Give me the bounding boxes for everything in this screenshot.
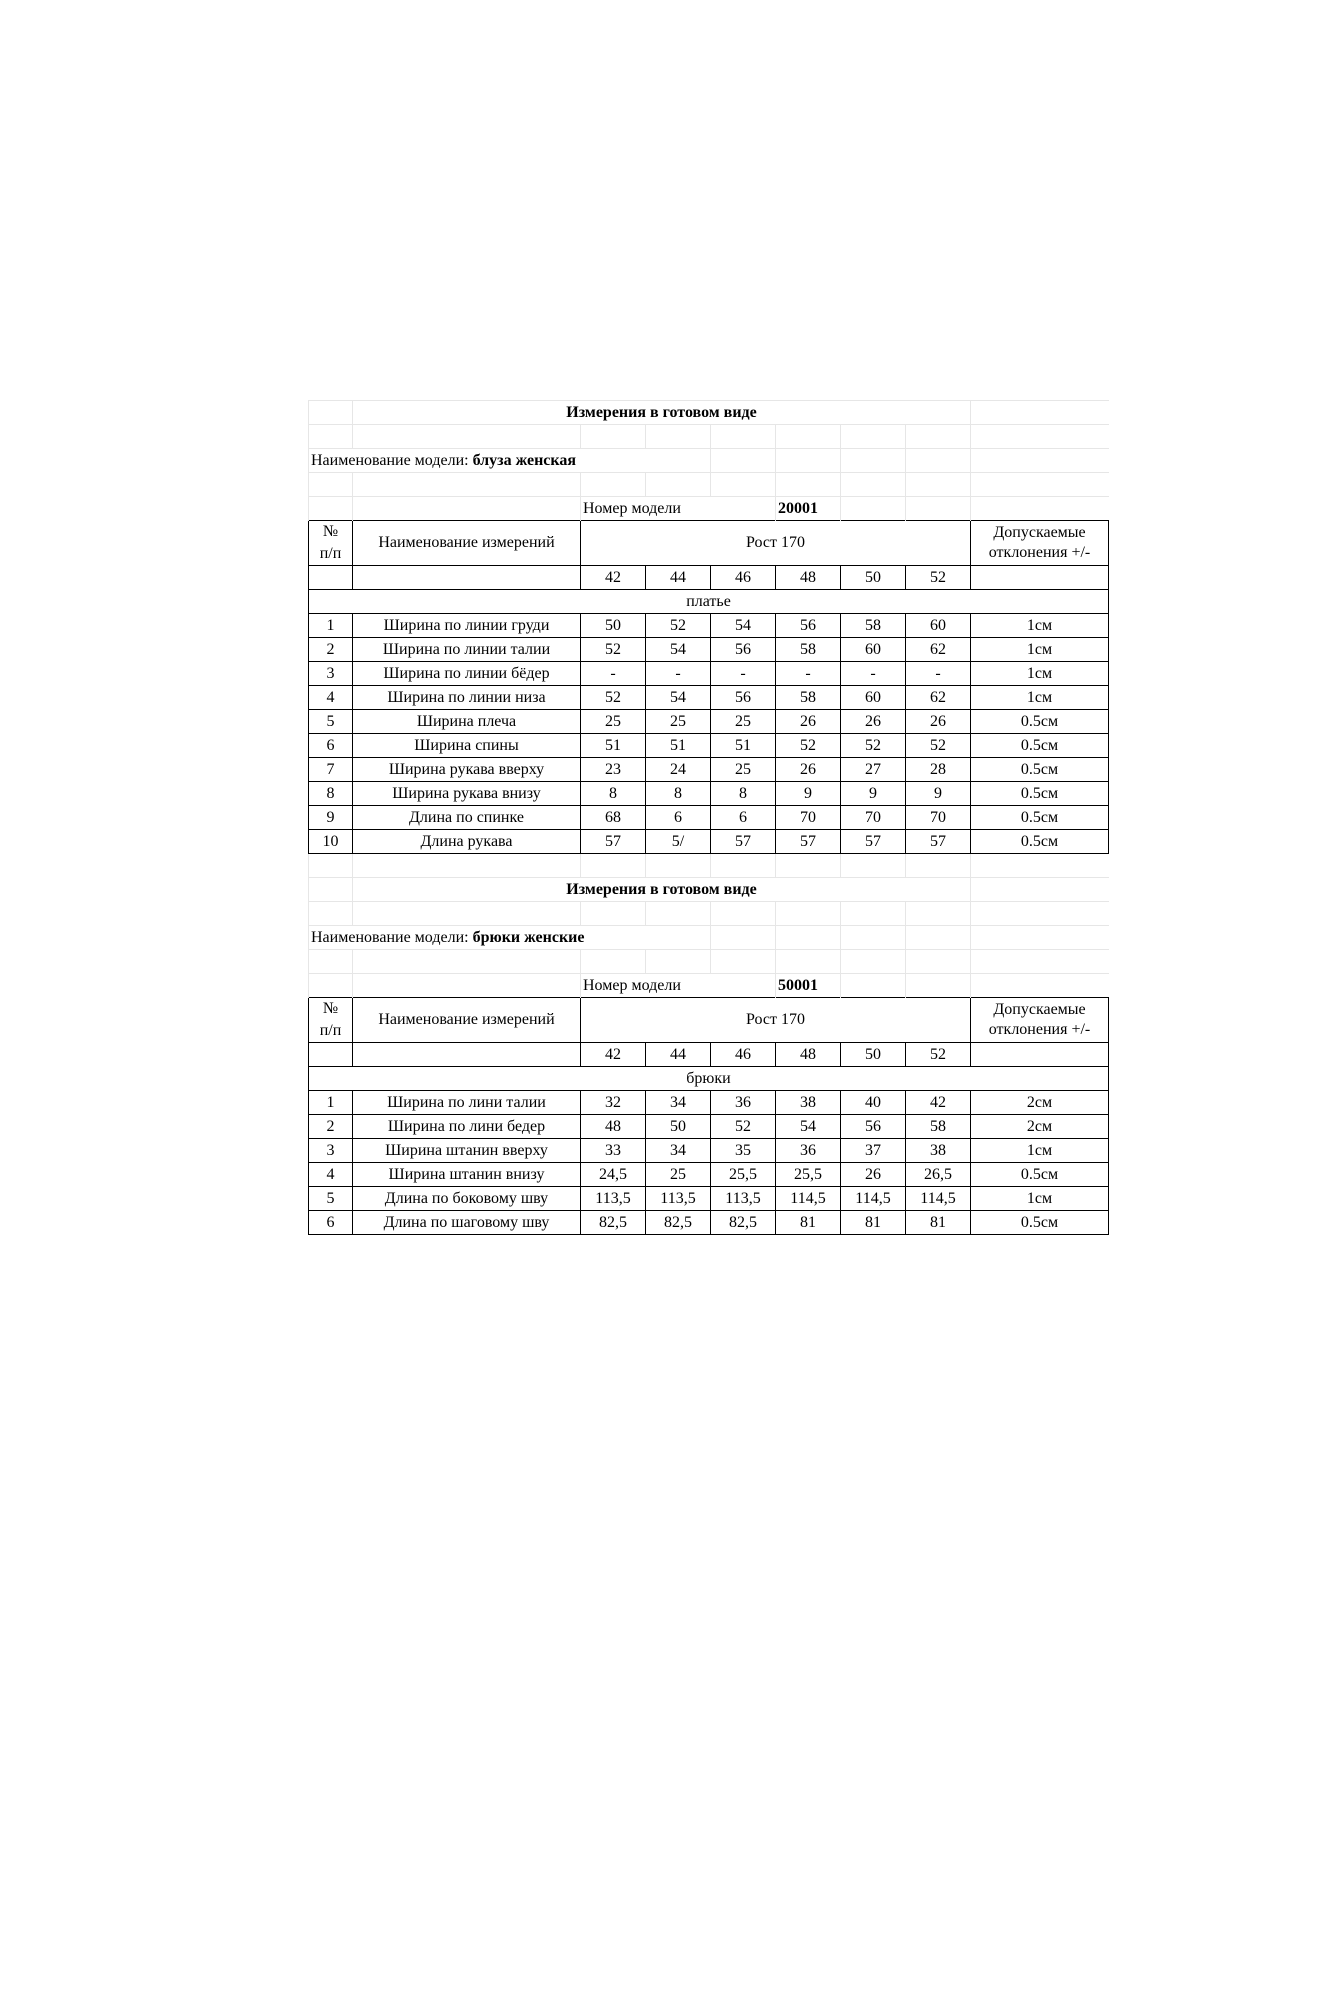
measurement-name: Длина рукава	[353, 830, 581, 854]
measurement-value: 26	[776, 758, 841, 782]
measurement-value: 60	[841, 686, 906, 710]
measurement-value: 34	[646, 1091, 711, 1115]
row-number: 3	[309, 1139, 353, 1163]
grid-cell	[906, 854, 971, 878]
measurement-value: -	[906, 662, 971, 686]
measurement-value: 82,5	[581, 1211, 646, 1235]
table-row	[309, 1115, 1109, 1139]
grid-cell	[841, 449, 906, 473]
sheet-row	[309, 1043, 1109, 1067]
grid-cell	[581, 473, 646, 497]
grid-cell	[841, 950, 906, 974]
col-name-header: Наименование измерений	[353, 998, 581, 1043]
measurement-value: 114,5	[906, 1187, 971, 1211]
measurement-value: 52	[646, 614, 711, 638]
measurement-value: 57	[906, 830, 971, 854]
measurement-value: 54	[646, 686, 711, 710]
measurement-value: 25	[646, 710, 711, 734]
tolerance-value: 1см	[971, 614, 1109, 638]
tolerance-value: 0.5см	[971, 806, 1109, 830]
tolerance-value: 2см	[971, 1091, 1109, 1115]
measurement-value: 54	[776, 1115, 841, 1139]
measurement-value: 62	[906, 686, 971, 710]
measurement-value: 36	[711, 1091, 776, 1115]
grid-cell	[353, 974, 581, 998]
size-header: 50	[841, 566, 906, 590]
size-header: 48	[776, 1043, 841, 1067]
sheet-row	[309, 590, 1109, 614]
measurement-value: 6	[711, 806, 776, 830]
measurement-value: 35	[711, 1139, 776, 1163]
tolerance-value: 0.5см	[971, 758, 1109, 782]
tolerance-value: 0.5см	[971, 1163, 1109, 1187]
grid-cell	[309, 425, 353, 449]
grid-cell	[776, 902, 841, 926]
measurement-value: 56	[711, 638, 776, 662]
measurement-value: 82,5	[711, 1211, 776, 1235]
table-row	[309, 614, 1109, 638]
measurement-value: 52	[581, 686, 646, 710]
col-no-label: №	[322, 1000, 339, 1017]
grid-cell	[971, 854, 1109, 878]
measurement-value: 25	[711, 758, 776, 782]
measurement-value: 56	[711, 686, 776, 710]
model-name: брюки женские	[472, 928, 585, 946]
grid-cell	[971, 497, 1109, 521]
measurement-name: Длина по боковому шву	[353, 1187, 581, 1211]
measurement-value: 9	[776, 782, 841, 806]
grid-cell	[971, 566, 1109, 590]
measurement-value: 23	[581, 758, 646, 782]
table-row	[309, 830, 1109, 854]
grid-cell	[353, 854, 581, 878]
measurement-value: 114,5	[841, 1187, 906, 1211]
table-row	[309, 662, 1109, 686]
row-number: 6	[309, 1211, 353, 1235]
grid-cell	[776, 425, 841, 449]
tolerance-value: 2см	[971, 1115, 1109, 1139]
table-row	[309, 1091, 1109, 1115]
measurement-value: 27	[841, 758, 906, 782]
grid-cell	[646, 950, 711, 974]
size-header: 46	[711, 566, 776, 590]
row-number: 1	[309, 614, 353, 638]
measurement-value: 60	[841, 638, 906, 662]
measurement-name: Ширина по лини талии	[353, 1091, 581, 1115]
sheet-row	[309, 566, 1109, 590]
model-name-line	[309, 449, 711, 473]
section-label: платье	[309, 590, 1109, 614]
grid-cell	[353, 1043, 581, 1067]
measurement-value: 8	[581, 782, 646, 806]
measurement-value: -	[841, 662, 906, 686]
grid-cell	[581, 425, 646, 449]
measurement-value: 70	[841, 806, 906, 830]
col-pp-label: п/п	[319, 545, 342, 562]
tolerance-value: 1см	[971, 662, 1109, 686]
measurement-value: 54	[711, 614, 776, 638]
grid-cell	[353, 902, 581, 926]
measurement-value: 113,5	[646, 1187, 711, 1211]
measurement-name: Ширина рукава вверху	[353, 758, 581, 782]
measurement-value: 42	[906, 1091, 971, 1115]
measurement-value: 50	[581, 614, 646, 638]
model-name-line	[309, 926, 711, 950]
tolerance-value: 1см	[971, 686, 1109, 710]
grid-cell	[646, 425, 711, 449]
measurement-value: 28	[906, 758, 971, 782]
sheet-row	[309, 926, 1109, 950]
sheet-row	[309, 1067, 1109, 1091]
grid-cell	[309, 902, 353, 926]
grid-cell	[841, 926, 906, 950]
measurement-value: 8	[646, 782, 711, 806]
size-header: 42	[581, 1043, 646, 1067]
measurement-value: 68	[581, 806, 646, 830]
tolerance-label-2: отклонения +/-	[988, 544, 1091, 561]
grid-cell	[971, 974, 1109, 998]
measurement-value: 26	[906, 710, 971, 734]
grid-cell	[906, 926, 971, 950]
sheet-row	[309, 497, 1109, 521]
row-number: 5	[309, 710, 353, 734]
model-label: Наименование модели:	[311, 928, 469, 946]
grid-cell	[353, 497, 581, 521]
tolerance-value: 0.5см	[971, 1211, 1109, 1235]
table-row	[309, 1187, 1109, 1211]
sheet-row	[309, 974, 1109, 998]
measurement-value: 52	[581, 638, 646, 662]
col-height-header: Рост 170	[581, 998, 971, 1043]
col-no-header	[309, 998, 353, 1043]
measurement-value: 54	[646, 638, 711, 662]
measurement-value: 33	[581, 1139, 646, 1163]
measurement-value: 52	[841, 734, 906, 758]
measurement-value: 40	[841, 1091, 906, 1115]
table-row	[309, 1211, 1109, 1235]
measurement-value: 26	[841, 710, 906, 734]
tolerance-label-2: отклонения +/-	[988, 1021, 1091, 1038]
grid-cell	[971, 473, 1109, 497]
col-no-header	[309, 521, 353, 566]
sheet-title: Измерения в готовом виде	[353, 878, 971, 902]
tolerance-value: 0.5см	[971, 710, 1109, 734]
measurement-value: 52	[711, 1115, 776, 1139]
model-number-label: Номер модели	[581, 497, 776, 521]
col-name-header: Наименование измерений	[353, 521, 581, 566]
measurement-value: 52	[906, 734, 971, 758]
measurement-value: 26,5	[906, 1163, 971, 1187]
row-number: 10	[309, 830, 353, 854]
measurement-name: Ширина по лини бедер	[353, 1115, 581, 1139]
measurement-value: 25	[581, 710, 646, 734]
row-number: 1	[309, 1091, 353, 1115]
table-row	[309, 638, 1109, 662]
model-name: блуза женская	[472, 451, 577, 469]
grid-cell	[776, 449, 841, 473]
measurement-value: 113,5	[711, 1187, 776, 1211]
measurement-value: 5/	[646, 830, 711, 854]
measurement-name: Ширина по линии бёдер	[353, 662, 581, 686]
row-number: 3	[309, 662, 353, 686]
grid-cell	[646, 473, 711, 497]
grid-cell	[906, 950, 971, 974]
measurement-value: 25	[646, 1163, 711, 1187]
grid-cell	[581, 854, 646, 878]
grid-cell	[711, 473, 776, 497]
grid-cell	[646, 902, 711, 926]
row-number: 5	[309, 1187, 353, 1211]
measurement-value: 57	[711, 830, 776, 854]
size-header: 50	[841, 1043, 906, 1067]
sheet-title: Измерения в готовом виде	[353, 401, 971, 425]
measurement-value: 57	[581, 830, 646, 854]
col-tolerance-header	[971, 521, 1109, 566]
measurement-value: 70	[906, 806, 971, 830]
measurement-value: 62	[906, 638, 971, 662]
model-label: Наименование модели:	[311, 451, 469, 469]
grid-cell	[971, 902, 1109, 926]
grid-cell	[841, 902, 906, 926]
table-row	[309, 758, 1109, 782]
measurement-value: 57	[841, 830, 906, 854]
table-row	[309, 782, 1109, 806]
grid-cell	[711, 926, 776, 950]
measurement-value: 36	[776, 1139, 841, 1163]
grid-cell	[971, 950, 1109, 974]
grid-cell	[353, 566, 581, 590]
sheet-row	[309, 878, 1109, 902]
tolerance-value: 1см	[971, 1187, 1109, 1211]
measurement-value: 38	[906, 1139, 971, 1163]
col-no-label: №	[322, 523, 339, 540]
measurement-value: 9	[841, 782, 906, 806]
grid-cell	[309, 497, 353, 521]
tolerance-value: 0.5см	[971, 830, 1109, 854]
measurement-value: 81	[841, 1211, 906, 1235]
measurement-name: Ширина по линии талии	[353, 638, 581, 662]
measurement-value: 70	[776, 806, 841, 830]
row-number: 8	[309, 782, 353, 806]
measurement-value: 24	[646, 758, 711, 782]
tolerance-label-1: Допускаемые	[993, 1001, 1086, 1018]
col-pp-label: п/п	[319, 1022, 342, 1039]
table-row	[309, 1163, 1109, 1187]
measurement-value: 82,5	[646, 1211, 711, 1235]
row-number: 4	[309, 686, 353, 710]
measurement-value: 50	[646, 1115, 711, 1139]
measurement-value: 52	[776, 734, 841, 758]
table-row	[309, 686, 1109, 710]
grid-cell	[906, 497, 971, 521]
measurement-value: 51	[646, 734, 711, 758]
grid-cell	[841, 425, 906, 449]
measurement-value: 6	[646, 806, 711, 830]
tolerance-value: 1см	[971, 638, 1109, 662]
tolerance-value: 0.5см	[971, 782, 1109, 806]
table-row	[309, 734, 1109, 758]
col-tolerance-header	[971, 998, 1109, 1043]
size-header: 52	[906, 566, 971, 590]
grid-cell	[841, 974, 906, 998]
row-number: 4	[309, 1163, 353, 1187]
measurement-value: 56	[841, 1115, 906, 1139]
measurement-value: 60	[906, 614, 971, 638]
measurement-value: 32	[581, 1091, 646, 1115]
grid-cell	[971, 449, 1109, 473]
measurement-value: 26	[841, 1163, 906, 1187]
size-header: 52	[906, 1043, 971, 1067]
grid-cell	[353, 473, 581, 497]
sheet-row	[309, 854, 1109, 878]
grid-cell	[581, 902, 646, 926]
grid-cell	[906, 902, 971, 926]
grid-cell	[841, 854, 906, 878]
grid-cell	[353, 950, 581, 974]
measurement-value: 56	[776, 614, 841, 638]
model-number: 50001	[776, 974, 841, 998]
sheet-row	[309, 449, 1109, 473]
measurement-value: 114,5	[776, 1187, 841, 1211]
grid-cell	[711, 854, 776, 878]
table-row	[309, 806, 1109, 830]
measurement-value: 81	[906, 1211, 971, 1235]
grid-cell	[776, 950, 841, 974]
measurement-value: 25,5	[711, 1163, 776, 1187]
measurement-value: 9	[906, 782, 971, 806]
tolerance-label-1: Допускаемые	[993, 524, 1086, 541]
grid-cell	[906, 473, 971, 497]
grid-cell	[711, 425, 776, 449]
col-height-header: Рост 170	[581, 521, 971, 566]
measurement-value: 51	[581, 734, 646, 758]
tolerance-value: 1см	[971, 1139, 1109, 1163]
measurement-value: 81	[776, 1211, 841, 1235]
measurement-value: 58	[841, 614, 906, 638]
grid-cell	[309, 566, 353, 590]
sheet-row	[309, 950, 1109, 974]
model-number: 20001	[776, 497, 841, 521]
sheet-row	[309, 998, 1109, 1043]
grid-cell	[971, 878, 1109, 902]
grid-cell	[646, 854, 711, 878]
table-row	[309, 1139, 1109, 1163]
grid-cell	[906, 449, 971, 473]
measurement-name: Ширина штанин внизу	[353, 1163, 581, 1187]
measurement-value: -	[776, 662, 841, 686]
measurement-value: 8	[711, 782, 776, 806]
grid-cell	[309, 974, 353, 998]
grid-cell	[711, 950, 776, 974]
measurement-value: 113,5	[581, 1187, 646, 1211]
measurement-value: 58	[906, 1115, 971, 1139]
row-number: 2	[309, 638, 353, 662]
spreadsheet-grid	[308, 400, 1109, 1235]
size-header: 46	[711, 1043, 776, 1067]
measurement-value: 48	[581, 1115, 646, 1139]
measurement-sheet	[308, 400, 1108, 1235]
grid-cell	[971, 926, 1109, 950]
grid-cell	[309, 401, 353, 425]
row-number: 2	[309, 1115, 353, 1139]
grid-cell	[776, 926, 841, 950]
measurement-value: 37	[841, 1139, 906, 1163]
grid-cell	[906, 974, 971, 998]
measurement-name: Ширина плеча	[353, 710, 581, 734]
measurement-name: Длина по спинке	[353, 806, 581, 830]
grid-cell	[776, 473, 841, 497]
grid-cell	[971, 401, 1109, 425]
sheet-row	[309, 902, 1109, 926]
measurement-value: 24,5	[581, 1163, 646, 1187]
measurement-value: 38	[776, 1091, 841, 1115]
model-number-label: Номер модели	[581, 974, 776, 998]
sheet-row	[309, 401, 1109, 425]
table-row	[309, 710, 1109, 734]
grid-cell	[971, 1043, 1109, 1067]
measurement-name: Ширина по линии низа	[353, 686, 581, 710]
measurement-value: 26	[776, 710, 841, 734]
sheet-row	[309, 425, 1109, 449]
measurement-value: -	[581, 662, 646, 686]
grid-cell	[906, 425, 971, 449]
section-label: брюки	[309, 1067, 1109, 1091]
measurement-value: 58	[776, 638, 841, 662]
grid-cell	[581, 950, 646, 974]
row-number: 7	[309, 758, 353, 782]
measurement-name: Ширина рукава внизу	[353, 782, 581, 806]
measurement-value: 58	[776, 686, 841, 710]
grid-cell	[776, 854, 841, 878]
grid-cell	[309, 854, 353, 878]
size-header: 44	[646, 1043, 711, 1067]
grid-cell	[971, 425, 1109, 449]
grid-cell	[309, 473, 353, 497]
grid-cell	[309, 878, 353, 902]
sheet-row	[309, 473, 1109, 497]
sheet-row	[309, 521, 1109, 566]
grid-cell	[841, 497, 906, 521]
measurement-value: 34	[646, 1139, 711, 1163]
size-header: 48	[776, 566, 841, 590]
size-header: 44	[646, 566, 711, 590]
size-header: 42	[581, 566, 646, 590]
measurement-name: Ширина по линии груди	[353, 614, 581, 638]
row-number: 6	[309, 734, 353, 758]
measurement-value: -	[646, 662, 711, 686]
measurement-value: 25	[711, 710, 776, 734]
grid-cell	[711, 449, 776, 473]
measurement-value: 25,5	[776, 1163, 841, 1187]
grid-cell	[309, 1043, 353, 1067]
measurement-name: Длина по шаговому шву	[353, 1211, 581, 1235]
measurement-value: -	[711, 662, 776, 686]
grid-cell	[711, 902, 776, 926]
measurement-value: 51	[711, 734, 776, 758]
measurement-name: Ширина штанин вверху	[353, 1139, 581, 1163]
row-number: 9	[309, 806, 353, 830]
measurement-name: Ширина спины	[353, 734, 581, 758]
grid-cell	[309, 950, 353, 974]
tolerance-value: 0.5см	[971, 734, 1109, 758]
grid-cell	[353, 425, 581, 449]
measurement-value: 57	[776, 830, 841, 854]
grid-cell	[841, 473, 906, 497]
